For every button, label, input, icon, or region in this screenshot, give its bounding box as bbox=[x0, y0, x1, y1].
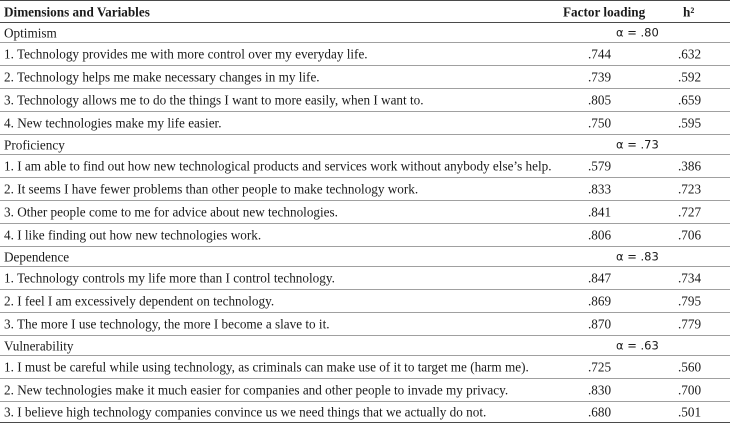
section-row-vulnerability bbox=[0, 336, 730, 356]
table-row bbox=[0, 201, 730, 224]
h2-value: .700 bbox=[678, 382, 702, 398]
table-row bbox=[0, 313, 730, 336]
factor-loading-value: .744 bbox=[588, 46, 612, 62]
table-row bbox=[0, 267, 730, 290]
item-text: 1. I am able to find out how new technological products and services work without anybody else’s help. bbox=[4, 158, 552, 174]
factor-loading-value: .725 bbox=[588, 359, 612, 375]
section-name: Proficiency bbox=[4, 136, 65, 152]
h2-column-header: h² bbox=[683, 3, 695, 19]
table-row bbox=[0, 290, 730, 313]
item-text: 4. New technologies make my life easier. bbox=[4, 115, 222, 131]
section-name: Vulnerability bbox=[4, 337, 74, 353]
table-row bbox=[0, 224, 730, 247]
table-row bbox=[0, 66, 730, 89]
section-row-dependence bbox=[0, 247, 730, 267]
h2-value: .592 bbox=[678, 69, 702, 85]
factor-loading-value: .869 bbox=[588, 293, 612, 309]
item-text: 2. Technology helps me make necessary changes in my life. bbox=[4, 69, 320, 85]
section-alpha: α = .80 bbox=[616, 24, 659, 39]
factor-loading-value: .841 bbox=[588, 204, 612, 220]
table-row bbox=[0, 89, 730, 112]
h2-value: .386 bbox=[678, 158, 702, 174]
section-alpha: α = .83 bbox=[616, 248, 659, 263]
factor-loading-value: .806 bbox=[588, 227, 612, 243]
section-row-optimism bbox=[0, 23, 730, 43]
item-text: 3. I believe high technology companies convince us we need things that we actually do not. bbox=[4, 404, 487, 420]
section-alpha: α = .63 bbox=[616, 337, 659, 352]
h2-value: .632 bbox=[678, 46, 702, 62]
table-row bbox=[0, 155, 730, 178]
factor-loading-value: .805 bbox=[588, 92, 612, 108]
item-text: 2. It seems I have fewer problems than other people to make technology work. bbox=[4, 181, 419, 197]
factor-loading-value: .680 bbox=[588, 404, 612, 420]
table-row bbox=[0, 43, 730, 66]
item-text: 1. Technology controls my life more than I control technology. bbox=[4, 270, 335, 286]
section-alpha: α = .73 bbox=[616, 136, 659, 151]
h2-value: .501 bbox=[678, 404, 702, 420]
h2-value: .560 bbox=[678, 359, 702, 375]
h2-value: .595 bbox=[678, 115, 702, 131]
item-text: 2. I feel I am excessively dependent on technology. bbox=[4, 293, 275, 309]
h2-value: .795 bbox=[678, 293, 702, 309]
h2-value: .734 bbox=[678, 270, 702, 286]
section-name: Dependence bbox=[4, 248, 70, 264]
table-row bbox=[0, 112, 730, 135]
table-row bbox=[0, 379, 730, 402]
table-row bbox=[0, 402, 730, 423]
factor-loading-column-header: Factor loading bbox=[563, 3, 646, 19]
factor-loading-value: .870 bbox=[588, 316, 612, 332]
factor-loading-value: .750 bbox=[588, 115, 612, 131]
h2-value: .723 bbox=[678, 181, 702, 197]
table-header bbox=[0, 0, 730, 23]
h2-value: .779 bbox=[678, 316, 702, 332]
item-text: 1. Technology provides me with more control over my everyday life. bbox=[4, 46, 368, 62]
h2-value: .706 bbox=[678, 227, 702, 243]
h2-value: .727 bbox=[678, 204, 702, 220]
factor-loading-value: .847 bbox=[588, 270, 612, 286]
factor-loading-value: .579 bbox=[588, 158, 612, 174]
section-row-proficiency bbox=[0, 135, 730, 155]
factor-loading-value: .830 bbox=[588, 382, 612, 398]
item-text: 3. The more I use technology, the more I become a slave to it. bbox=[4, 316, 330, 332]
table-row bbox=[0, 178, 730, 201]
h2-value: .659 bbox=[678, 92, 702, 108]
dimension-column-header: Dimensions and Variables bbox=[4, 3, 150, 19]
factor-loading-value: .739 bbox=[588, 69, 612, 85]
item-text: 4. I like finding out how new technologies work. bbox=[4, 227, 262, 243]
item-text: 3. Technology allows me to do the things I want to more easily, when I want to. bbox=[4, 92, 424, 108]
item-text: 3. Other people come to me for advice about new technologies. bbox=[4, 204, 338, 220]
item-text: 1. I must be careful while using technology, as criminals can make use of it to target me (harm me). bbox=[4, 359, 529, 375]
item-text: 2. New technologies make it much easier for companies and other people to invade my privacy. bbox=[4, 382, 509, 398]
factor-loading-value: .833 bbox=[588, 181, 612, 197]
table-row bbox=[0, 356, 730, 379]
section-name: Optimism bbox=[4, 24, 57, 40]
